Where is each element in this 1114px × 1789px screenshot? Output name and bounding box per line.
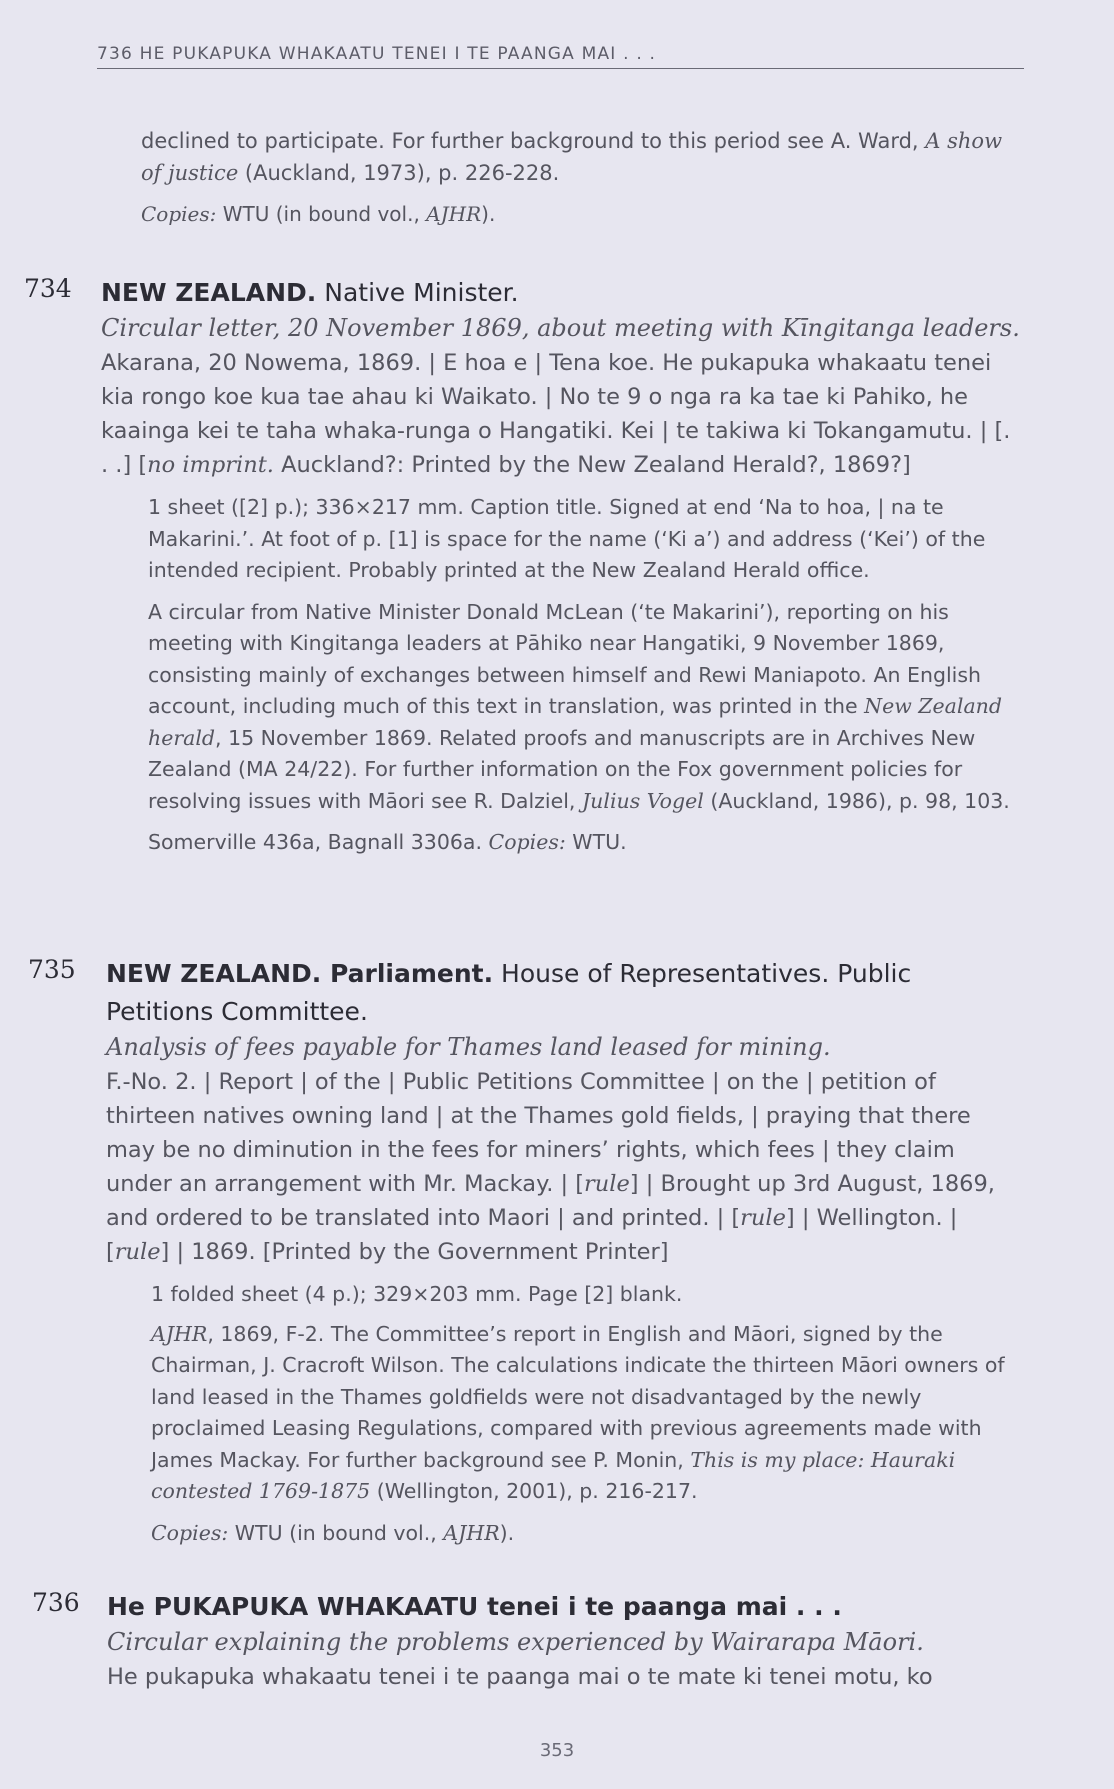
previous-entry-continuation [141, 126, 1026, 231]
running-header [97, 44, 1024, 69]
entry-734 [101, 274, 1021, 859]
entry-736 [107, 1588, 1027, 1694]
references: Somerville 436a, Bagnall 3306a. Copies: WTU. [148, 830, 627, 854]
copies: Copies: WTU (in bound vol., AJHR). [151, 1520, 515, 1545]
entry-number-736: 736 [32, 1588, 80, 1617]
entry-title: Circular letter, 20 November 1869, about meeting with Kīngitanga leaders. [101, 314, 1020, 342]
running-title: 736 HE PUKAPUKA WHAKAATU TENEI I TE PAANGA MAI . . . [97, 44, 657, 64]
entry-heading: NEW ZEALAND. Native Minister. [101, 278, 519, 307]
entry-number-734: 734 [24, 274, 72, 303]
entry-transcription: He pukapuka whakaatu tenei i te paanga mai o te mate ki tenei motu, ko [107, 1664, 933, 1690]
entry-notes [148, 492, 1023, 859]
physical-description: 1 sheet ([2] p.); 336×217 mm. Caption title. Signed at end ‘Na to hoa, | na te Makarini.’. At foot of p. [1] is space for the name (‘Ki a’) and address (‘Kei’) of the intended recipient. Probably printed at the New Zealand Herald office. [148, 495, 986, 582]
entry-heading: NEW ZEALAND. Parliament. House of Representatives. Public Petitions Committee. [106, 959, 912, 1026]
physical-description: 1 folded sheet (4 p.); 329×203 mm. Page [2] blank. [151, 1282, 683, 1306]
entry-transcription: F.-No. 2. | Report | of the | Public Petitions Committee | on the | petition of thirteen natives owning land | at the Thames gold fields, | praying that there may be no diminution in the fees for miners’ rights, which fees | they claim under an arrangement with Mr. Mackay. | [rule] | Brought up 3rd August, 1869, and ordered to be translated into Maori | and printed. | [rule] | Wellington. | [rule] | 1869. [Printed by the Government Printer] [106, 1069, 995, 1265]
page-number: 353 [539, 1740, 575, 1761]
annotation: AJHR, 1869, F-2. The Committee’s report in English and Māori, signed by the Chairman, J. Cracroft Wilson. The calculations indicate the thirteen Māori owners of land leased in the Thames goldfields were not disadvantaged by the newly proclaimed Leasing Regulations, compared with previous agreements made with James Mackay. For further background see P. Monin, This is my place: Hauraki contested 1769-1875 (Wellington, 2001), p. 216-217. [151, 1321, 1005, 1503]
entry-heading: He PUKAPUKA WHAKAATU tenei i te paanga mai . . . [107, 1592, 842, 1621]
entry-735 [106, 955, 1026, 1549]
annotation: A circular from Native Minister Donald McLean (‘te Makarini’), reporting on his meeting with Kingitanga leaders at Pāhiko near Hangatiki, 9 November 1869, consisting mainly of exchanges between himself and Rewi Maniapoto. An English account, including much of this text in translation, was printed in the New Zealand herald, 15 November 1869. Related proofs and manuscripts are in Archives New Zealand (MA 24/22). For further information on the Fox government policies for resolving issues with Māori see R. Dalziel, Julius Vogel (Auckland, 1986), p. 98, 103. [148, 599, 1010, 813]
prev-copies: Copies: WTU (in bound vol., AJHR). [141, 202, 496, 226]
entry-transcription: Akarana, 20 Nowema, 1869. | E hoa e | Tena koe. He pukapuka whakaatu tenei kia rongo koe kua tae ahau ki Waikato. | No te 9 o nga ra ka tae ki Pahiko, he kaainga kei te taha whaka-runga o Hangatiki. Kei | te takiwa ki Tokangamutu. | [. . .] [no imprint. Auckland?: Printed by the New Zealand Herald?, 1869?] [101, 350, 1011, 478]
entry-title: Analysis of fees payable for Thames land leased for mining. [106, 1033, 831, 1061]
entry-notes [151, 1279, 1026, 1549]
entry-title: Circular explaining the problems experienced by Wairarapa Māori. [107, 1628, 924, 1656]
entry-number-735: 735 [28, 955, 76, 984]
prev-note: declined to participate. For further background to this period see A. Ward, A show of justice (Auckland, 1973), p. 226-228. [141, 129, 1003, 185]
